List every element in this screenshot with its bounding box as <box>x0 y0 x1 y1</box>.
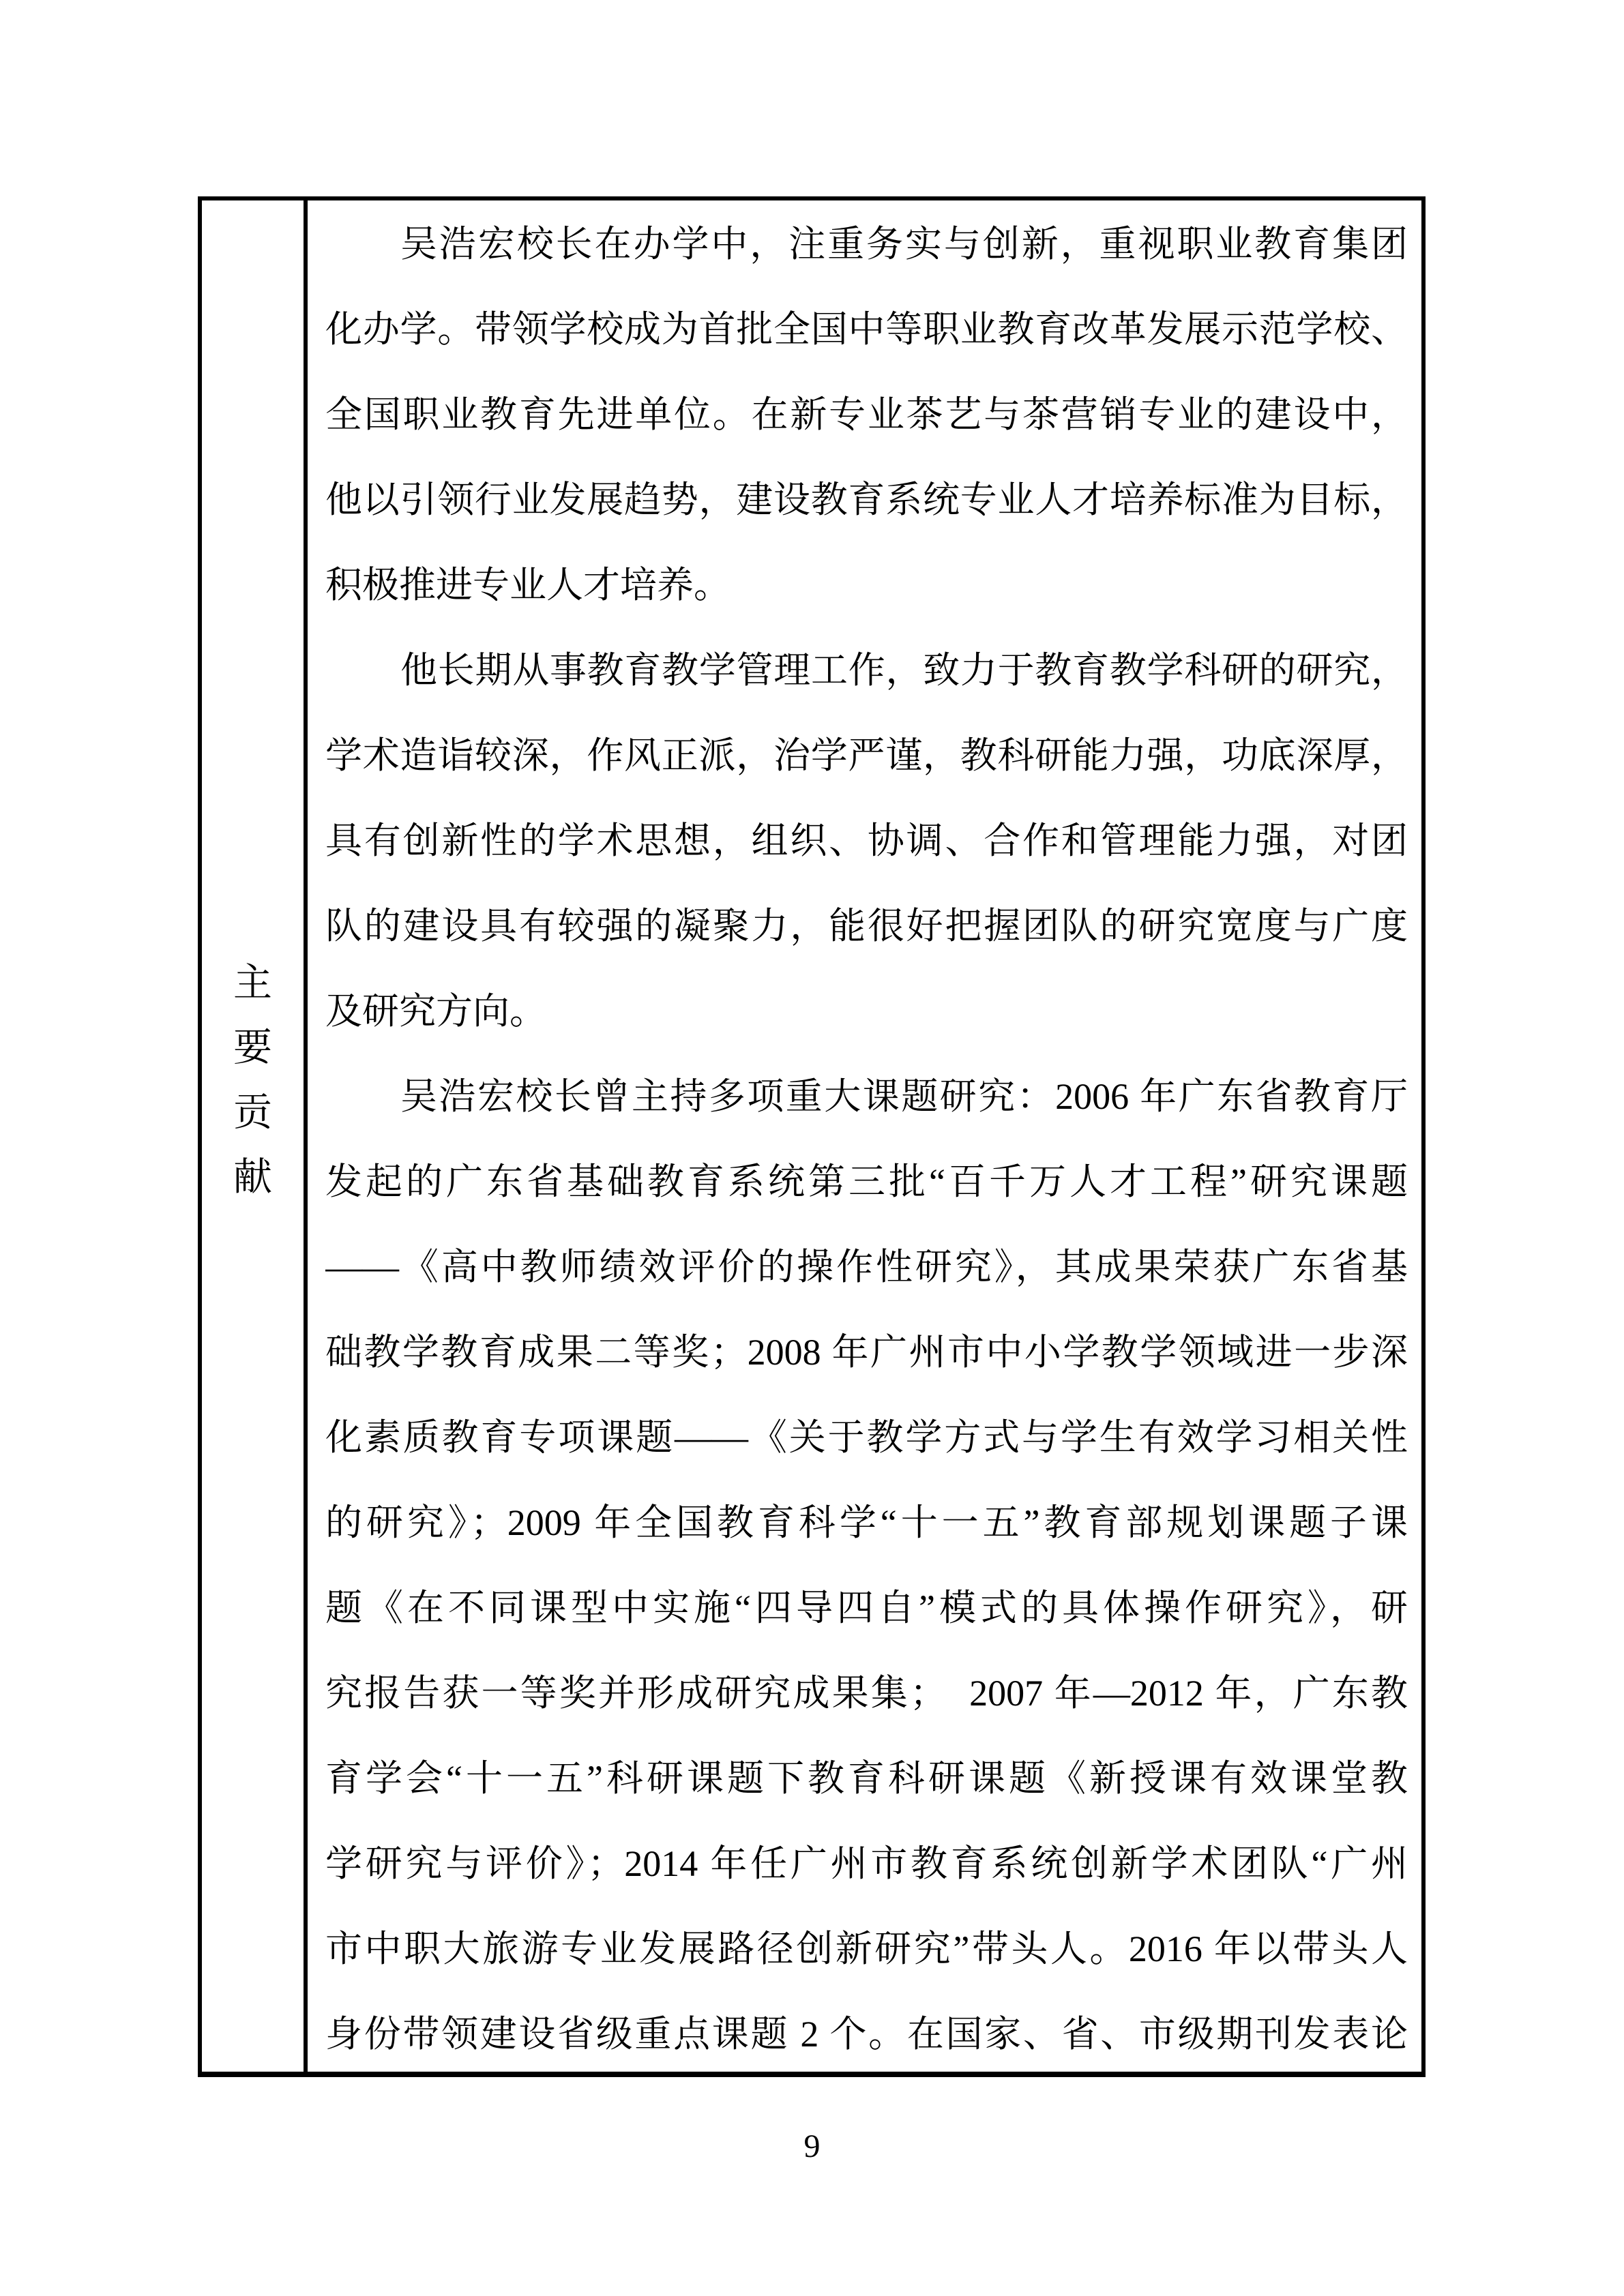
text-line: 学研究与评价》；2014 年任广州市教育系统创新学术团队“广州 <box>325 1843 1408 1884</box>
text-line: 发起的广东省基础教育系统第三批“百千万人才工程”研究课题 <box>325 1161 1408 1202</box>
text-line: 究报告获一等奖并形成研究成果集； 2007 年—2012 年，广东教 <box>325 1673 1408 1714</box>
text-line: 吴浩宏校长在办学中，注重务实与创新，重视职业教育集团 <box>400 224 1408 265</box>
text-line: 题《在不同课型中实施“四导四自”模式的具体操作研究》，研 <box>325 1587 1408 1628</box>
text-line: 身份带领建设省级重点课题 2 个。在国家、省、市级期刊发表论 <box>325 2014 1408 2055</box>
text-line: 全国职业教育先进单位。在新专业茶艺与茶营销专业的建设中， <box>325 394 1408 435</box>
text-line: 化办学。带领学校成为首批全国中等职业教育改革发展示范学校、 <box>325 309 1408 350</box>
text-line: ——《高中教师绩效评价的操作性研究》，其成果荣获广东省基 <box>325 1247 1408 1287</box>
text-line: 的研究》；2009 年全国教育科学“十一五”教育部规划课题子课 <box>325 1502 1408 1543</box>
text-line: 他以引领行业发展趋势，建设教育系统专业人才培养标准为目标， <box>325 479 1408 520</box>
text-line: 具有创新性的学术思想，组织、协调、合作和管理能力强，对团 <box>325 820 1408 861</box>
paragraph <box>325 202 1408 628</box>
contributions-table <box>198 196 1426 2077</box>
text-line: 础教学教育成果二等奖；2008 年广州市中小学教学领域进一步深 <box>325 1332 1408 1373</box>
paragraph <box>325 628 1408 1054</box>
contributions-cell <box>308 200 1421 2072</box>
row-header-cell <box>202 200 308 2072</box>
page-number: 9 <box>803 2128 821 2164</box>
text-line: 及研究方向。 <box>325 991 546 1032</box>
text-line: 学术造诣较深，作风正派，治学严谨，教科研能力强，功底深厚， <box>325 735 1408 776</box>
text-line: 队的建设具有较强的凝聚力，能很好把握团队的研究宽度与广度 <box>325 906 1408 946</box>
text-line: 他长期从事教育教学管理工作，致力于教育教学科研的研究， <box>400 650 1408 691</box>
text-line: 积极推进专业人才培养。 <box>325 565 730 606</box>
text-line: 吴浩宏校长曾主持多项重大课题研究：2006 年广东省教育厅 <box>400 1076 1408 1117</box>
text-line: 市中职大旅游专业发展路径创新研究”带头人。2016 年以带头人 <box>325 1928 1408 1969</box>
text-line: 化素质教育专项课题——《关于教学方式与学生有效学习相关性 <box>325 1417 1408 1458</box>
paragraph <box>325 1054 1408 2072</box>
row-header-label: 主要贡献 <box>233 961 272 1199</box>
text-line: 育学会“十一五”科研课题下教育科研课题《新授课有效课堂教 <box>325 1758 1408 1799</box>
